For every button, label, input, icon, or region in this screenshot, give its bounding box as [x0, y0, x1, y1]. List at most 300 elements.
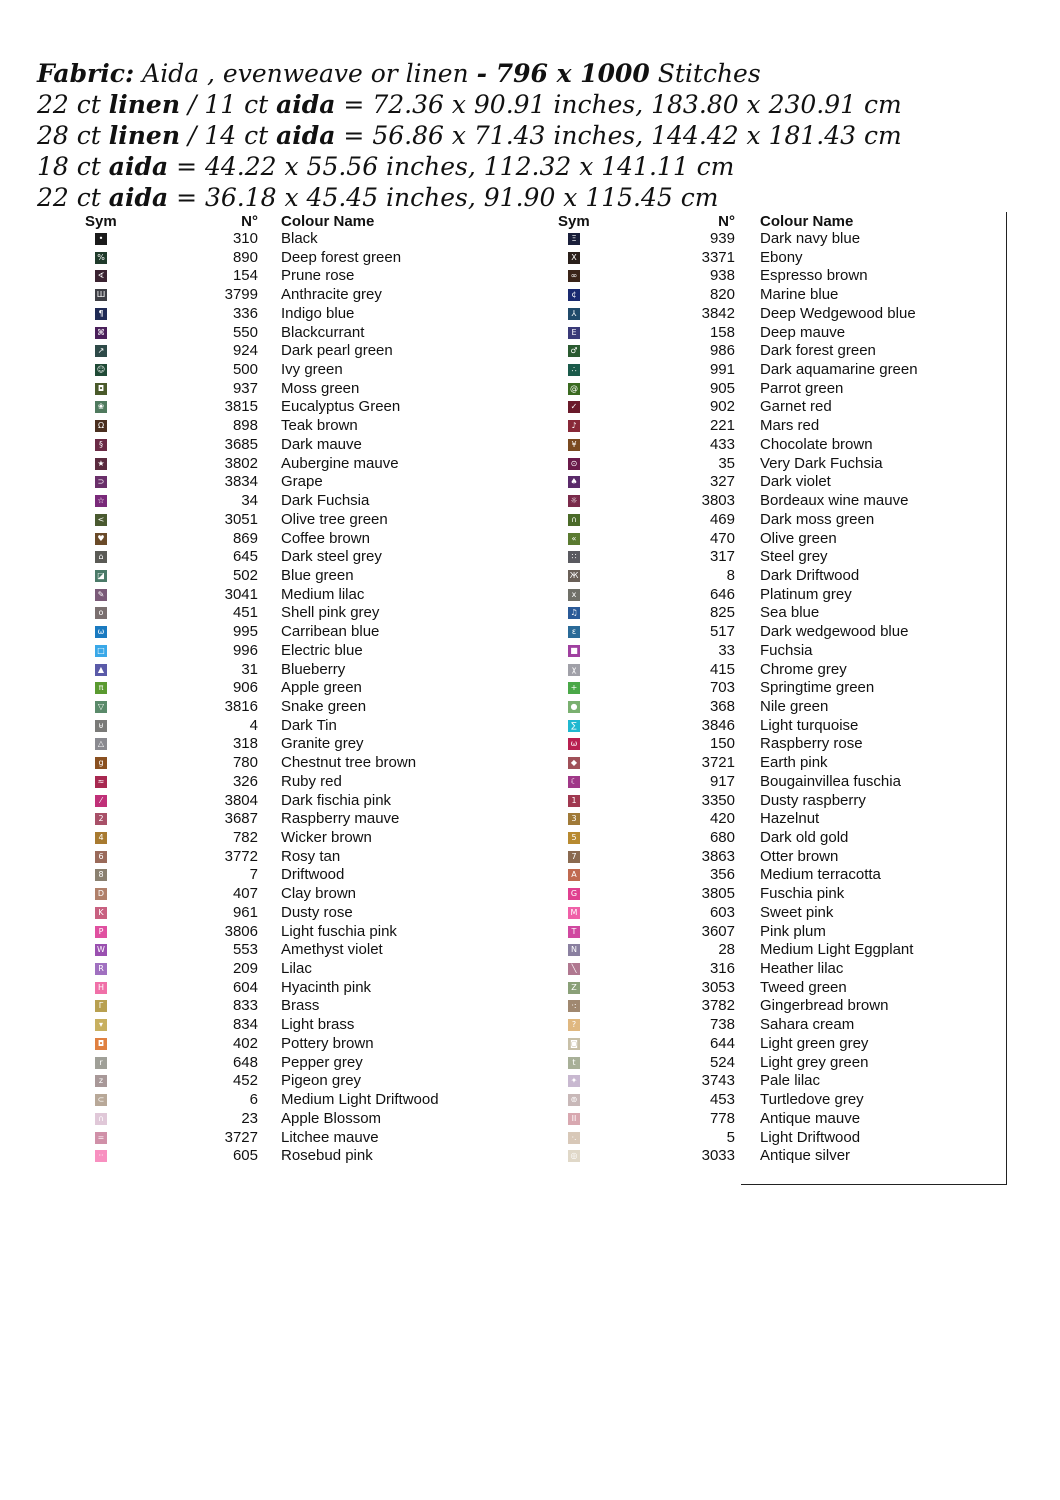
colour-name: Teak brown [281, 417, 358, 435]
legend-row [540, 286, 1060, 305]
symbol-swatch-icon: ω [568, 738, 580, 750]
legend-row [540, 1110, 1060, 1129]
legend-row [0, 1147, 540, 1166]
thread-number: 3607 [701, 922, 735, 940]
legend-row [0, 1035, 540, 1054]
thread-number: 356 [709, 866, 735, 884]
thread-number: 3803 [701, 492, 735, 510]
colour-name: Eucalyptus Green [281, 398, 401, 416]
table-border-bottom [741, 1184, 1007, 1185]
colour-name: Deep Wedgewood blue [760, 304, 916, 322]
symbol-swatch-icon: K [95, 907, 107, 919]
thread-number: 825 [709, 604, 735, 622]
symbol-swatch-icon: g [95, 757, 107, 769]
thread-number: 7 [249, 866, 258, 884]
legend-row [0, 324, 540, 343]
colour-name: Pale lilac [760, 1072, 821, 1090]
table-border-right [1006, 212, 1007, 1185]
thread-number: 453 [709, 1091, 735, 1109]
thread-number: 939 [709, 230, 735, 247]
thread-number: 8 [726, 566, 735, 584]
symbol-swatch-icon: ≈ [95, 776, 107, 788]
thread-number: 905 [709, 379, 735, 397]
symbol-swatch-icon: ▾ [95, 1019, 107, 1031]
legend-row [0, 642, 540, 661]
legend-row [540, 267, 1060, 286]
symbol-swatch-icon: ·· [95, 1150, 107, 1162]
symbol-swatch-icon: ☺ [96, 365, 106, 375]
thread-number: 452 [232, 1072, 258, 1090]
colour-name: Prune rose [281, 267, 355, 285]
thread-number: 820 [709, 286, 735, 304]
symbol-swatch-icon: R [95, 963, 107, 975]
thread-number: 336 [232, 304, 258, 322]
symbol-swatch-icon: ω [95, 626, 107, 638]
legend-row [540, 960, 1060, 979]
fabric-types: Aida , evenweave or linen [134, 59, 477, 88]
colour-name: Light turquoise [760, 716, 859, 734]
legend-row [0, 1091, 540, 1110]
thread-number: 4 [249, 716, 258, 734]
thread-number: 833 [232, 997, 258, 1015]
colour-name: Dark old gold [760, 829, 849, 846]
legend-row [540, 492, 1060, 511]
thread-number: 33 [718, 641, 735, 659]
symbol-swatch-icon: ◘ [95, 1038, 107, 1050]
fabric-header [37, 58, 902, 213]
thread-number: 3727 [224, 1128, 258, 1146]
thread-number: 326 [232, 772, 258, 790]
symbol-swatch-icon: ? [568, 1019, 580, 1031]
legend-row [540, 979, 1060, 998]
legend-row [0, 773, 540, 792]
thread-number: 34 [241, 492, 258, 510]
fabric-line [37, 58, 902, 89]
thread-number: 6 [249, 1091, 258, 1109]
symbol-swatch-icon: ✦ [568, 1075, 580, 1087]
legend-row [0, 249, 540, 268]
thread-number: 3772 [224, 847, 258, 865]
colour-name: Dark navy blue [760, 230, 861, 247]
size-text: / 14 ct [180, 121, 277, 150]
legend-row [540, 361, 1060, 380]
colour-name: Shell pink grey [281, 604, 380, 622]
size-line-18ct-aida [37, 151, 902, 182]
thread-number: 368 [709, 697, 735, 715]
symbol-swatch-icon: ✎ [95, 589, 107, 601]
symbol-swatch-icon: π [95, 682, 107, 694]
size-text: 22 ct [37, 183, 109, 212]
symbol-swatch-icon: χ [568, 664, 580, 676]
thread-number: 553 [232, 941, 258, 959]
colour-name: Dark fischia pink [281, 791, 392, 809]
thread-number: 469 [709, 510, 735, 528]
colour-name-column-header: Colour Name [760, 213, 854, 230]
colour-name: Springtime green [760, 679, 875, 697]
colour-name: Dusty raspberry [760, 791, 866, 809]
size-bold: linen [108, 121, 181, 150]
size-text: = 36.18 x 45.45 inches, 91.90 x 115.45 cm [168, 183, 719, 212]
legend-row [540, 1129, 1060, 1148]
colour-name: Apple Blossom [281, 1109, 382, 1127]
colour-name: Dark mauve [281, 435, 362, 453]
symbol-swatch-icon: 4 [95, 832, 107, 844]
colour-name: Litchee mauve [281, 1128, 379, 1146]
legend-row [0, 698, 540, 717]
symbol-swatch-icon: ▽ [95, 701, 107, 713]
legend-row [540, 548, 1060, 567]
colour-name: Medium Light Eggplant [760, 941, 914, 959]
colour-name: Dark steel grey [281, 548, 382, 566]
legend-row [540, 717, 1060, 736]
thread-number: 3033 [701, 1147, 735, 1165]
symbol-swatch-icon: ☼ [568, 495, 580, 507]
symbol-swatch-icon: 7 [568, 851, 580, 863]
thread-number: 550 [232, 323, 258, 341]
thread-number: 154 [232, 267, 258, 285]
thread-number: 524 [709, 1053, 735, 1071]
legend-row [540, 866, 1060, 885]
symbol-swatch-icon: z [95, 1075, 107, 1087]
thread-number: 3816 [224, 697, 258, 715]
legend-row [0, 455, 540, 474]
thread-number: 221 [709, 417, 735, 435]
colour-name: Dark Driftwood [760, 566, 860, 584]
symbol-swatch-icon: ⊂ [95, 1094, 107, 1106]
symbol-swatch-icon: ♫ [568, 607, 580, 619]
symbol-swatch-icon: Ξ [568, 233, 580, 245]
colour-name: Hyacinth pink [281, 978, 372, 996]
symbol-swatch-icon: « [568, 533, 580, 545]
symbol-swatch-icon: Γ [95, 1000, 107, 1012]
fabric-label: Fabric: [37, 59, 135, 88]
symbol-swatch-icon: ·. [568, 1132, 580, 1144]
symbol-swatch-icon: 2 [95, 813, 107, 825]
colour-name: Dark forest green [760, 342, 876, 360]
symbol-swatch-icon: ⊚ [568, 1094, 580, 1106]
thread-number: 703 [709, 679, 735, 697]
thread-number: 869 [232, 529, 258, 547]
colour-name: Pigeon grey [281, 1072, 362, 1090]
thread-number: 310 [232, 230, 258, 247]
thread-number: 209 [232, 960, 258, 978]
colour-name: Brass [281, 997, 320, 1015]
legend-row [540, 436, 1060, 455]
thread-number: 604 [232, 978, 258, 996]
legend-row [540, 1091, 1060, 1110]
colour-name: Electric blue [281, 641, 363, 659]
thread-number: 3842 [701, 304, 735, 322]
thread-number: 738 [709, 1016, 735, 1034]
symbol-swatch-icon: ❀ [95, 401, 107, 413]
colour-name: Otter brown [760, 847, 839, 865]
colour-name: Earth pink [760, 754, 828, 772]
symbol-swatch-icon: ¥ [568, 439, 580, 451]
thread-number: 5 [726, 1128, 735, 1146]
symbol-swatch-icon: ∩ [568, 514, 580, 526]
colour-name: Apple green [281, 679, 362, 697]
colour-name: Raspberry rose [760, 735, 863, 753]
symbol-swatch-icon: t [568, 1057, 580, 1069]
legend-row [540, 885, 1060, 904]
legend-row [0, 941, 540, 960]
legend-row [0, 398, 540, 417]
legend-row [540, 810, 1060, 829]
legend-row [0, 604, 540, 623]
thread-number: 451 [232, 604, 258, 622]
legend-row [540, 586, 1060, 605]
colour-name: Snake green [281, 697, 367, 715]
symbol-swatch-icon: ↗ [95, 345, 107, 357]
symbol-swatch-icon: ∞ [568, 270, 580, 282]
thread-number: 3799 [224, 286, 258, 304]
colour-name: Dusty rose [281, 903, 353, 921]
thread-number: 780 [232, 754, 258, 772]
thread-number: 680 [709, 829, 735, 846]
thread-number: 3041 [224, 585, 258, 603]
thread-number: 648 [232, 1053, 258, 1071]
symbol-swatch-icon: H [95, 982, 107, 994]
colour-name: Medium Light Driftwood [281, 1091, 439, 1109]
size-bold: aida [108, 183, 169, 212]
colour-name: Anthracite grey [281, 286, 382, 304]
legend-row [540, 997, 1060, 1016]
legend-row [540, 848, 1060, 867]
symbol-swatch-icon: + [568, 682, 580, 694]
legend-row [540, 623, 1060, 642]
colour-name: Sahara cream [760, 1016, 855, 1034]
colour-name: Antique silver [760, 1147, 851, 1165]
legend-row [0, 286, 540, 305]
legend-row [0, 436, 540, 455]
legend-row [0, 1016, 540, 1035]
symbol-swatch-icon: A [568, 869, 580, 881]
thread-number: 3350 [701, 791, 735, 809]
symbol-swatch-icon: = [95, 1132, 107, 1144]
colour-name: Very Dark Fuchsia [760, 454, 883, 472]
legend-row [540, 324, 1060, 343]
thread-number: 327 [709, 473, 735, 491]
symbol-swatch-icon: D [95, 888, 107, 900]
symbol-swatch-icon: ·: [568, 1000, 580, 1012]
legend-row [540, 398, 1060, 417]
number-column-header: N° [718, 213, 735, 230]
thread-number: 3051 [224, 510, 258, 528]
colour-name: Pepper grey [281, 1053, 363, 1071]
symbol-swatch-icon: < [95, 514, 107, 526]
symbol-swatch-icon: ⊙ [568, 458, 580, 470]
size-text: = 56.86 x 71.43 inches, 144.42 x 181.43 cm [335, 121, 902, 150]
colour-name: Mars red [760, 417, 820, 435]
legend-row [0, 342, 540, 361]
thread-number: 605 [232, 1147, 258, 1165]
colour-name: Grape [281, 473, 323, 491]
thread-number: 3804 [224, 791, 258, 809]
size-bold: linen [108, 90, 181, 119]
thread-number: 316 [709, 960, 735, 978]
colour-name: Carribean blue [281, 623, 380, 641]
symbol-swatch-icon: ⁄ [95, 795, 107, 807]
thread-number: 924 [232, 342, 258, 360]
legend-row [0, 735, 540, 754]
legend-row [0, 923, 540, 942]
legend-row [540, 923, 1060, 942]
thread-number: 778 [709, 1109, 735, 1127]
legend-row [540, 249, 1060, 268]
size-text: 28 ct [37, 121, 109, 150]
legend-row [0, 904, 540, 923]
legend-row [540, 698, 1060, 717]
legend-row [540, 679, 1060, 698]
thread-number: 28 [718, 941, 735, 959]
thread-number: 3846 [701, 716, 735, 734]
colour-name: Black [281, 230, 318, 247]
legend-row [0, 997, 540, 1016]
colour-name: Sea blue [760, 604, 820, 622]
symbol-swatch-icon: ■ [568, 645, 580, 657]
thread-number: 996 [232, 641, 258, 659]
size-text: = 72.36 x 90.91 inches, 183.80 x 230.91 cm [335, 90, 902, 119]
colour-name: Coffee brown [281, 529, 370, 547]
thread-number: 3805 [701, 885, 735, 903]
symbol-swatch-icon: ★ [95, 458, 107, 470]
thread-number: 433 [709, 435, 735, 453]
stitch-count: - 796 x 1000 [476, 59, 650, 88]
thread-number: 938 [709, 267, 735, 285]
colour-name: Light fuschia pink [281, 922, 397, 940]
colour-name: Nile green [760, 697, 829, 715]
thread-number: 402 [232, 1034, 258, 1052]
symbol-swatch-icon: Ш [96, 290, 106, 300]
colour-name: Rosy tan [281, 847, 341, 865]
legend-row [0, 380, 540, 399]
legend-row [540, 305, 1060, 324]
thread-number: 3685 [224, 435, 258, 453]
legend-row [540, 773, 1060, 792]
thread-number: 150 [709, 735, 735, 753]
colour-name: Pottery brown [281, 1034, 374, 1052]
legend-row [0, 1129, 540, 1148]
thread-number: 415 [709, 660, 735, 678]
symbol-swatch-icon: ☆ [95, 495, 107, 507]
thread-number: 420 [709, 810, 735, 828]
size-line-28ct-linen [37, 120, 902, 151]
legend-row [540, 511, 1060, 530]
symbol-swatch-icon: ✓ [568, 401, 580, 413]
symbol-swatch-icon: X [568, 252, 580, 264]
colour-name: Heather lilac [760, 960, 844, 978]
symbol-swatch-icon: ⅄ [568, 308, 580, 320]
thread-number: 3782 [701, 997, 735, 1015]
size-bold: aida [108, 152, 169, 181]
colour-name: Espresso brown [760, 267, 868, 285]
thread-number: 3371 [701, 248, 735, 266]
thread-number: 645 [232, 548, 258, 566]
size-text: / 11 ct [180, 90, 277, 119]
colour-name: Olive tree green [281, 510, 388, 528]
colour-name: Medium terracotta [760, 866, 881, 884]
colour-name: Turtledove grey [760, 1091, 864, 1109]
legend-row [0, 361, 540, 380]
colour-name: Wicker brown [281, 829, 372, 846]
colour-name: Moss green [281, 379, 360, 397]
symbol-swatch-icon: % [95, 252, 107, 264]
colour-name: Blue green [281, 566, 354, 584]
legend-row [540, 661, 1060, 680]
legend-row [540, 455, 1060, 474]
size-text: 18 ct [37, 152, 109, 181]
legend-row [0, 267, 540, 286]
thread-number: 502 [232, 566, 258, 584]
colour-name: Fuschia pink [760, 885, 845, 903]
symbol-swatch-icon: ◆ [568, 757, 580, 769]
symbol-swatch-icon: T [568, 926, 580, 938]
colour-name: Hazelnut [760, 810, 820, 828]
colour-name: Gingerbread brown [760, 997, 889, 1015]
colour-name: Chocolate brown [760, 435, 873, 453]
thread-number: 3863 [701, 847, 735, 865]
symbol-swatch-icon: ⌘ [97, 327, 105, 337]
colour-name: Deep forest green [281, 248, 402, 266]
symbol-swatch-icon: ◪ [95, 570, 107, 582]
colour-name: Clay brown [281, 885, 357, 903]
legend-row [0, 960, 540, 979]
legend-row [0, 829, 540, 848]
colour-name: Olive green [760, 529, 837, 547]
thread-number: 517 [709, 623, 735, 641]
legend-row [0, 754, 540, 773]
colour-name: Dark wedgewood blue [760, 623, 909, 641]
symbol-swatch-icon: Ω [95, 420, 107, 432]
symbol-swatch-icon: @ [570, 383, 578, 393]
legend-row [0, 679, 540, 698]
colour-name: Garnet red [760, 398, 832, 416]
symbol-swatch-icon: ¢ [568, 289, 580, 301]
colour-name: Amethyst violet [281, 941, 383, 959]
legend-row [0, 586, 540, 605]
symbol-swatch-icon: 5 [568, 832, 580, 844]
colour-name: Granite grey [281, 735, 364, 753]
thread-number: 3802 [224, 454, 258, 472]
legend-row [0, 717, 540, 736]
colour-name: Ebony [760, 248, 803, 266]
legend-row [0, 305, 540, 324]
symbol-swatch-icon: ♪ [568, 420, 580, 432]
thread-number: 902 [709, 398, 735, 416]
colour-name: Medium lilac [281, 585, 365, 603]
colour-name: Light green grey [760, 1034, 869, 1052]
legend-row [0, 473, 540, 492]
size-bold: aida [276, 121, 336, 150]
colour-name: Blackcurrant [281, 323, 365, 341]
thread-number: 834 [232, 1016, 258, 1034]
colour-name: Antique mauve [760, 1109, 861, 1127]
legend-row [540, 792, 1060, 811]
legend-row [0, 1110, 540, 1129]
legend-row [540, 754, 1060, 773]
size-text: 22 ct [37, 90, 109, 119]
colour-name: Dark moss green [760, 510, 875, 528]
thread-number: 917 [709, 772, 735, 790]
symbol-swatch-icon: ◘ [95, 383, 107, 395]
symbol-swatch-icon: ¶ [95, 308, 107, 320]
legend-row [0, 1072, 540, 1091]
thread-number: 3834 [224, 473, 258, 491]
colour-name: Parrot green [760, 379, 844, 397]
thread-number: 23 [241, 1109, 258, 1127]
legend-row [540, 342, 1060, 361]
symbol-swatch-icon: N [568, 944, 580, 956]
